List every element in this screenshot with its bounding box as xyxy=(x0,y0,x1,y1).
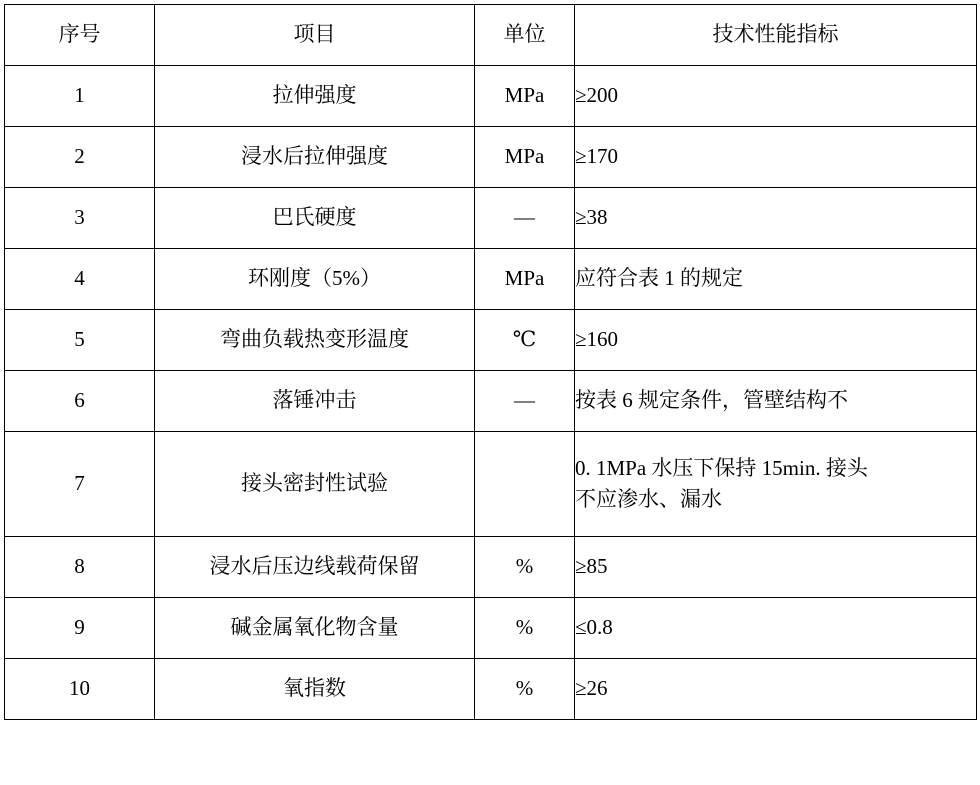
table-row xyxy=(5,537,977,598)
row-value-line-2: 不应渗水、漏水 xyxy=(575,487,722,511)
table-row xyxy=(5,188,977,249)
row-value xyxy=(575,432,977,537)
document-page xyxy=(0,4,980,785)
row-unit: MPa xyxy=(475,127,575,188)
row-unit: % xyxy=(475,598,575,659)
row-unit: % xyxy=(475,537,575,598)
row-no: 7 xyxy=(5,432,155,537)
technical-specification-table xyxy=(4,4,977,720)
row-value: ≥38 xyxy=(575,188,977,249)
row-item: 碱金属氧化物含量 xyxy=(155,598,475,659)
row-item: 巴氏硬度 xyxy=(155,188,475,249)
row-unit: — xyxy=(475,371,575,432)
row-value: 应符合表 1 的规定 xyxy=(575,249,977,310)
table-row xyxy=(5,127,977,188)
header-cell-value: 技术性能指标 xyxy=(575,5,977,66)
table-row xyxy=(5,598,977,659)
row-unit: MPa xyxy=(475,66,575,127)
row-value: ≥160 xyxy=(575,310,977,371)
table-row xyxy=(5,66,977,127)
row-no: 5 xyxy=(5,310,155,371)
table-row xyxy=(5,249,977,310)
row-value-line-1: 0. 1MPa 水压下保持 15min. 接头 xyxy=(575,455,868,480)
row-unit: MPa xyxy=(475,249,575,310)
header-cell-unit: 单位 xyxy=(475,5,575,66)
row-value: ≥170 xyxy=(575,127,977,188)
row-value: ≥26 xyxy=(575,659,977,720)
row-no: 10 xyxy=(5,659,155,720)
row-item: 环刚度（5%） xyxy=(155,249,475,310)
row-item: 拉伸强度 xyxy=(155,66,475,127)
row-item: 氧指数 xyxy=(155,659,475,720)
table-row xyxy=(5,371,977,432)
row-no: 1 xyxy=(5,66,155,127)
header-cell-no: 序号 xyxy=(5,5,155,66)
row-unit: % xyxy=(475,659,575,720)
row-value: ≥200 xyxy=(575,66,977,127)
row-value: ≤0.8 xyxy=(575,598,977,659)
row-no: 3 xyxy=(5,188,155,249)
row-value: ≥85 xyxy=(575,537,977,598)
row-item: 浸水后拉伸强度 xyxy=(155,127,475,188)
row-value: 按表 6 规定条件，管壁结构不 xyxy=(575,371,977,432)
row-item: 弯曲负载热变形温度 xyxy=(155,310,475,371)
row-item: 接头密封性试验 xyxy=(155,432,475,537)
row-item: 浸水后压边线载荷保留 xyxy=(155,537,475,598)
table-row xyxy=(5,432,977,537)
header-cell-item: 项目 xyxy=(155,5,475,66)
row-item: 落锤冲击 xyxy=(155,371,475,432)
row-no: 2 xyxy=(5,127,155,188)
table-row xyxy=(5,310,977,371)
table-row xyxy=(5,659,977,720)
row-no: 4 xyxy=(5,249,155,310)
row-unit: ℃ xyxy=(475,310,575,371)
row-unit xyxy=(475,432,575,537)
row-unit: — xyxy=(475,188,575,249)
table-header-row xyxy=(5,5,977,66)
row-no: 6 xyxy=(5,371,155,432)
row-no: 9 xyxy=(5,598,155,659)
row-no: 8 xyxy=(5,537,155,598)
